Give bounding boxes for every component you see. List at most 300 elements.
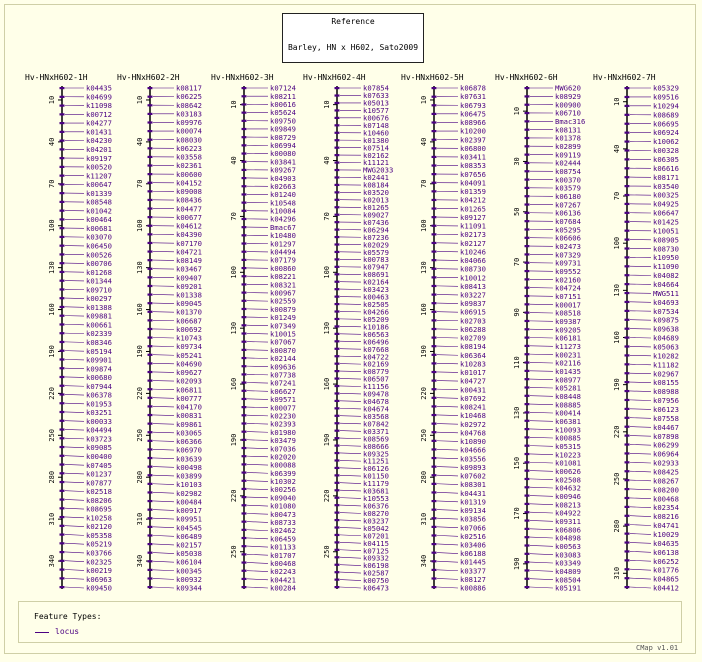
locus-marker[interactable] [335,452,340,454]
locus-label[interactable]: k05624 [270,108,296,118]
locus-marker[interactable] [625,461,630,463]
locus-label[interactable]: k07267 [555,200,581,210]
locus-label[interactable]: k04865 [653,574,679,584]
locus-label[interactable]: k06188 [460,549,486,559]
locus-marker[interactable] [242,431,247,433]
locus-marker[interactable] [60,271,65,273]
locus-marker[interactable] [432,423,437,425]
locus-marker[interactable] [335,541,340,543]
locus-label[interactable]: k06647 [653,208,679,218]
locus-marker[interactable] [335,199,340,201]
locus-marker[interactable] [242,357,247,359]
locus-label[interactable]: k04689 [653,333,679,343]
locus-marker[interactable] [432,483,437,485]
locus-marker[interactable] [525,178,530,180]
locus-label[interactable]: k09750 [270,116,296,126]
locus-marker[interactable] [60,315,65,317]
locus-marker[interactable] [432,354,437,356]
locus-marker[interactable] [242,390,247,392]
locus-label[interactable]: k06473 [363,583,389,593]
locus-label[interactable]: k09478 [363,389,389,399]
locus-marker[interactable] [242,439,247,441]
locus-marker[interactable] [432,474,437,476]
locus-label[interactable]: k00777 [176,393,202,403]
locus-label[interactable]: k03568 [363,411,389,421]
locus-marker[interactable] [60,490,65,492]
locus-marker[interactable] [60,157,65,159]
locus-marker[interactable] [148,345,153,347]
locus-marker[interactable] [625,533,630,535]
locus-label[interactable]: k07738 [270,370,296,380]
locus-label[interactable]: k04152 [176,178,202,188]
locus-marker[interactable] [432,457,437,459]
locus-label[interactable]: k03766 [86,548,112,558]
locus-label[interactable]: k02505 [363,300,389,310]
locus-label[interactable]: k10103 [176,480,202,490]
locus-label[interactable]: k00431 [460,385,486,395]
locus-label[interactable]: k04091 [460,178,486,188]
locus-label[interactable]: k02473 [555,241,581,251]
locus-marker[interactable] [335,459,340,461]
locus-label[interactable]: k04431 [460,488,486,498]
locus-marker[interactable] [242,136,247,138]
locus-marker[interactable] [625,426,630,428]
locus-label[interactable]: k08569 [363,434,389,444]
locus-label[interactable]: k02354 [653,503,679,513]
locus-marker[interactable] [148,526,153,528]
locus-marker[interactable] [335,102,340,104]
locus-label[interactable]: k08211 [270,91,296,101]
locus-marker[interactable] [242,553,247,555]
locus-marker[interactable] [148,474,153,476]
locus-label[interactable]: k04741 [653,521,679,531]
locus-label[interactable]: k03251 [86,408,112,418]
locus-marker[interactable] [148,250,153,252]
locus-label[interactable]: k10302 [270,477,296,487]
locus-marker[interactable] [242,161,247,163]
locus-marker[interactable] [335,385,340,387]
locus-label[interactable]: k00917 [176,506,202,516]
locus-marker[interactable] [625,238,630,240]
map-title[interactable]: Hv-HNxH602-1H [25,73,88,82]
locus-label[interactable]: k08988 [653,387,679,397]
locus-marker[interactable] [432,302,437,304]
locus-label[interactable]: k07558 [653,413,679,423]
locus-marker[interactable] [148,448,153,450]
locus-marker[interactable] [625,577,630,579]
locus-marker[interactable] [432,104,437,106]
locus-marker[interactable] [148,500,153,502]
locus-marker[interactable] [242,210,247,212]
locus-marker[interactable] [432,534,437,536]
locus-marker[interactable] [335,161,340,163]
locus-label[interactable]: k10468 [460,411,486,421]
locus-label[interactable]: k04666 [460,445,486,455]
locus-label[interactable]: k00473 [270,509,296,519]
locus-marker[interactable] [625,167,630,169]
locus-label[interactable]: k06376 [363,501,389,511]
locus-marker[interactable] [335,184,340,186]
locus-marker[interactable] [335,355,340,357]
locus-label[interactable]: k00484 [176,497,202,507]
locus-marker[interactable] [335,221,340,223]
locus-marker[interactable] [335,377,340,379]
locus-marker[interactable] [60,210,65,212]
locus-marker[interactable] [525,553,530,555]
locus-label[interactable]: Bmac67 [270,222,296,232]
locus-label[interactable]: k06381 [555,416,581,426]
map-5[interactable] [401,73,486,593]
locus-marker[interactable] [148,354,153,356]
locus-label[interactable]: k06627 [270,386,296,396]
locus-marker[interactable] [525,312,530,314]
locus-marker[interactable] [242,471,247,473]
locus-marker[interactable] [525,95,530,97]
locus-marker[interactable] [625,194,630,196]
locus-marker[interactable] [335,519,340,521]
locus-marker[interactable] [625,283,630,285]
locus-label[interactable]: k10743 [176,333,202,343]
locus-marker[interactable] [242,488,247,490]
locus-label[interactable]: k01380 [363,135,389,145]
locus-marker[interactable] [432,371,437,373]
locus-label[interactable]: k00231 [555,350,581,360]
locus-label[interactable]: k06459 [270,534,296,544]
locus-marker[interactable] [625,363,630,365]
locus-marker[interactable] [525,212,530,214]
locus-marker[interactable] [525,436,530,438]
locus-label[interactable]: k00677 [176,212,202,222]
locus-label[interactable]: k08929 [555,91,581,101]
locus-marker[interactable] [242,341,247,343]
locus-label[interactable]: k04674 [363,404,389,414]
locus-marker[interactable] [335,281,340,283]
locus-label[interactable]: k04727 [460,376,486,386]
locus-label[interactable]: k02144 [270,354,296,364]
locus-marker[interactable] [525,519,530,521]
locus-marker[interactable] [432,268,437,270]
locus-marker[interactable] [335,273,340,275]
locus-label[interactable]: k06288 [460,324,486,334]
locus-marker[interactable] [60,323,65,325]
locus-marker[interactable] [148,259,153,261]
locus-marker[interactable] [60,358,65,360]
locus-marker[interactable] [60,446,65,448]
locus-label[interactable]: k02243 [270,567,296,577]
locus-label[interactable]: k06223 [176,143,202,153]
locus-marker[interactable] [625,524,630,526]
locus-label[interactable]: k06138 [653,547,679,557]
locus-marker[interactable] [335,400,340,402]
map-title[interactable]: Hv-HNxH602-6H [495,73,558,82]
locus-label[interactable]: k00328 [653,146,679,156]
locus-label[interactable]: k09407 [176,273,202,283]
locus-label[interactable]: k08730 [653,244,679,254]
locus-marker[interactable] [525,170,530,172]
locus-label[interactable]: k00077 [270,403,296,413]
locus-marker[interactable] [148,147,153,149]
locus-label[interactable]: k08216 [653,512,679,522]
locus-label[interactable]: k08301 [460,480,486,490]
locus-marker[interactable] [335,348,340,350]
locus-marker[interactable] [432,164,437,166]
locus-label[interactable]: k09325 [363,449,389,459]
locus-marker[interactable] [242,570,247,572]
locus-label[interactable]: k02127 [460,238,486,248]
locus-marker[interactable] [242,398,247,400]
locus-marker[interactable] [625,87,630,89]
locus-label[interactable]: k06710 [555,108,581,118]
locus-label[interactable]: k10062 [653,137,679,147]
locus-marker[interactable] [242,504,247,506]
locus-marker[interactable] [335,147,340,149]
locus-marker[interactable] [625,203,630,205]
locus-label[interactable]: k04277 [86,118,112,128]
locus-label[interactable]: k01776 [653,565,679,575]
locus-marker[interactable] [335,370,340,372]
locus-label[interactable]: k08200 [653,485,679,495]
locus-marker[interactable] [625,381,630,383]
locus-marker[interactable] [625,337,630,339]
locus-label[interactable]: k09027 [363,210,389,220]
locus-marker[interactable] [432,509,437,511]
locus-label[interactable]: k06811 [176,385,202,395]
locus-label[interactable]: k07514 [363,143,389,153]
locus-label[interactable]: k04494 [86,425,112,435]
locus-marker[interactable] [525,162,530,164]
locus-label[interactable]: k01042 [86,206,112,216]
map-2[interactable] [117,73,202,593]
locus-marker[interactable] [625,301,630,303]
locus-marker[interactable] [242,332,247,334]
locus-label[interactable]: k05042 [363,523,389,533]
locus-marker[interactable] [242,529,247,531]
locus-label[interactable]: k03083 [555,550,581,560]
locus-label[interactable]: k00647 [86,180,112,190]
locus-marker[interactable] [148,173,153,175]
locus-marker[interactable] [335,579,340,581]
locus-label[interactable]: k05579 [363,247,389,257]
map-7[interactable] [593,73,679,593]
locus-label[interactable]: k04170 [176,402,202,412]
locus-label[interactable]: k06878 [460,83,486,93]
locus-label[interactable]: k08117 [176,83,202,93]
locus-label[interactable]: k01249 [270,313,296,323]
locus-label[interactable]: k03467 [176,264,202,274]
locus-label[interactable]: k01339 [86,188,112,198]
locus-label[interactable]: k07854 [363,83,389,93]
locus-marker[interactable] [432,190,437,192]
locus-marker[interactable] [625,417,630,419]
locus-marker[interactable] [242,578,247,580]
locus-marker[interactable] [432,491,437,493]
locus-marker[interactable] [148,121,153,123]
locus-label[interactable]: k11182 [653,360,679,370]
locus-label[interactable]: k09976 [176,118,202,128]
locus-label[interactable]: k02093 [176,376,202,386]
locus-marker[interactable] [148,207,153,209]
locus-label[interactable]: k06915 [460,307,486,317]
locus-marker[interactable] [335,504,340,506]
locus-label[interactable]: k09008 [176,187,202,197]
locus-label[interactable]: k09045 [176,299,202,309]
locus-marker[interactable] [335,124,340,126]
locus-label[interactable]: k04635 [653,538,679,548]
locus-label[interactable]: k00464 [86,215,112,225]
locus-marker[interactable] [525,403,530,405]
locus-marker[interactable] [60,297,65,299]
locus-label[interactable]: k04632 [555,483,581,493]
locus-marker[interactable] [60,227,65,229]
locus-label[interactable]: k00074 [176,126,202,136]
locus-marker[interactable] [148,216,153,218]
locus-label[interactable]: k00080 [270,149,296,159]
locus-marker[interactable] [432,337,437,339]
locus-label[interactable]: k10200 [460,126,486,136]
locus-marker[interactable] [60,148,65,150]
locus-label[interactable]: k07151 [555,291,581,301]
map-4[interactable] [303,73,393,593]
locus-label[interactable]: k00468 [270,559,296,569]
locus-marker[interactable] [432,388,437,390]
locus-label[interactable]: k00626 [555,466,581,476]
locus-label[interactable]: k01344 [86,276,112,286]
locus-marker[interactable] [625,568,630,570]
locus-marker[interactable] [432,130,437,132]
locus-marker[interactable] [60,551,65,553]
locus-marker[interactable] [625,292,630,294]
locus-marker[interactable] [625,435,630,437]
locus-label[interactable]: k02157 [176,540,202,550]
locus-marker[interactable] [148,104,153,106]
locus-marker[interactable] [60,105,65,107]
locus-marker[interactable] [625,470,630,472]
locus-label[interactable]: k08448 [555,391,581,401]
locus-marker[interactable] [625,372,630,374]
locus-label[interactable]: k09951 [176,514,202,524]
locus-label[interactable]: k07602 [460,471,486,481]
locus-marker[interactable] [525,511,530,513]
locus-marker[interactable] [525,120,530,122]
locus-marker[interactable] [432,345,437,347]
locus-label[interactable]: k11179 [363,479,389,489]
locus-marker[interactable] [60,280,65,282]
locus-marker[interactable] [625,506,630,508]
locus-label[interactable]: k06399 [270,468,296,478]
locus-label[interactable]: k00498 [176,462,202,472]
locus-marker[interactable] [242,283,247,285]
locus-label[interactable]: k01445 [460,557,486,567]
locus-label[interactable]: k07179 [270,255,296,265]
locus-label[interactable]: k03856 [460,514,486,524]
locus-marker[interactable] [148,362,153,364]
locus-marker[interactable] [60,367,65,369]
locus-marker[interactable] [335,132,340,134]
locus-label[interactable]: k02029 [363,240,389,250]
locus-marker[interactable] [335,176,340,178]
locus-label[interactable]: k01370 [176,307,202,317]
locus-marker[interactable] [625,408,630,410]
locus-label[interactable]: k00886 [460,583,486,593]
locus-label[interactable]: k04898 [555,533,581,543]
locus-marker[interactable] [242,193,247,195]
locus-label[interactable]: k11098 [86,101,112,111]
locus-label[interactable]: k08149 [176,256,202,266]
locus-marker[interactable] [148,276,153,278]
locus-label[interactable]: k09638 [653,324,679,334]
locus-label[interactable]: k04690 [176,359,202,369]
locus-label[interactable]: k06496 [363,337,389,347]
locus-label[interactable]: k02967 [653,369,679,379]
locus-label[interactable]: k02160 [555,275,581,285]
locus-marker[interactable] [148,457,153,459]
locus-marker[interactable] [60,586,65,588]
locus-marker[interactable] [525,245,530,247]
locus-label[interactable]: k04435 [86,83,112,93]
locus-label[interactable]: k04925 [653,199,679,209]
locus-label[interactable]: k02393 [270,419,296,429]
locus-label[interactable]: k07684 [555,216,581,226]
locus-marker[interactable] [335,392,340,394]
locus-marker[interactable] [335,437,340,439]
locus-marker[interactable] [335,169,340,171]
locus-label[interactable]: k08184 [363,180,389,190]
locus-label[interactable]: k08779 [363,367,389,377]
locus-marker[interactable] [60,236,65,238]
locus-label[interactable]: k03406 [460,540,486,550]
locus-marker[interactable] [525,129,530,131]
locus-label[interactable]: k00463 [363,292,389,302]
locus-marker[interactable] [148,388,153,390]
locus-label[interactable]: k00345 [176,566,202,576]
locus-label[interactable]: k06695 [653,119,679,129]
locus-label[interactable]: k09875 [653,315,679,325]
locus-marker[interactable] [525,478,530,480]
locus-marker[interactable] [525,137,530,139]
locus-marker[interactable] [335,258,340,260]
locus-marker[interactable] [60,481,65,483]
locus-label[interactable]: k00783 [363,255,389,265]
locus-marker[interactable] [525,495,530,497]
locus-label[interactable]: k04809 [555,566,581,576]
locus-label[interactable]: k06104 [176,557,202,567]
locus-marker[interactable] [242,169,247,171]
locus-label[interactable]: k09636 [270,362,296,372]
locus-marker[interactable] [242,308,247,310]
locus-marker[interactable] [625,140,630,142]
locus-label[interactable]: k04412 [653,583,679,593]
locus-label[interactable]: k08346 [86,337,112,347]
locus-label[interactable]: k08691 [363,270,389,280]
locus-label[interactable]: k00900 [555,100,581,110]
locus-marker[interactable] [432,207,437,209]
locus-label[interactable]: k04115 [363,538,389,548]
locus-label[interactable]: k07066 [460,523,486,533]
locus-label[interactable]: k09201 [176,281,202,291]
locus-marker[interactable] [60,192,65,194]
locus-label[interactable]: k04922 [555,508,581,518]
locus-marker[interactable] [148,190,153,192]
locus-marker[interactable] [525,270,530,272]
locus-label[interactable]: k05315 [555,441,581,451]
locus-label[interactable]: k07349 [270,321,296,331]
locus-marker[interactable] [625,479,630,481]
locus-marker[interactable] [432,121,437,123]
locus-marker[interactable] [335,363,340,365]
locus-marker[interactable] [60,306,65,308]
locus-label[interactable]: k01435 [555,366,581,376]
locus-marker[interactable] [335,117,340,119]
